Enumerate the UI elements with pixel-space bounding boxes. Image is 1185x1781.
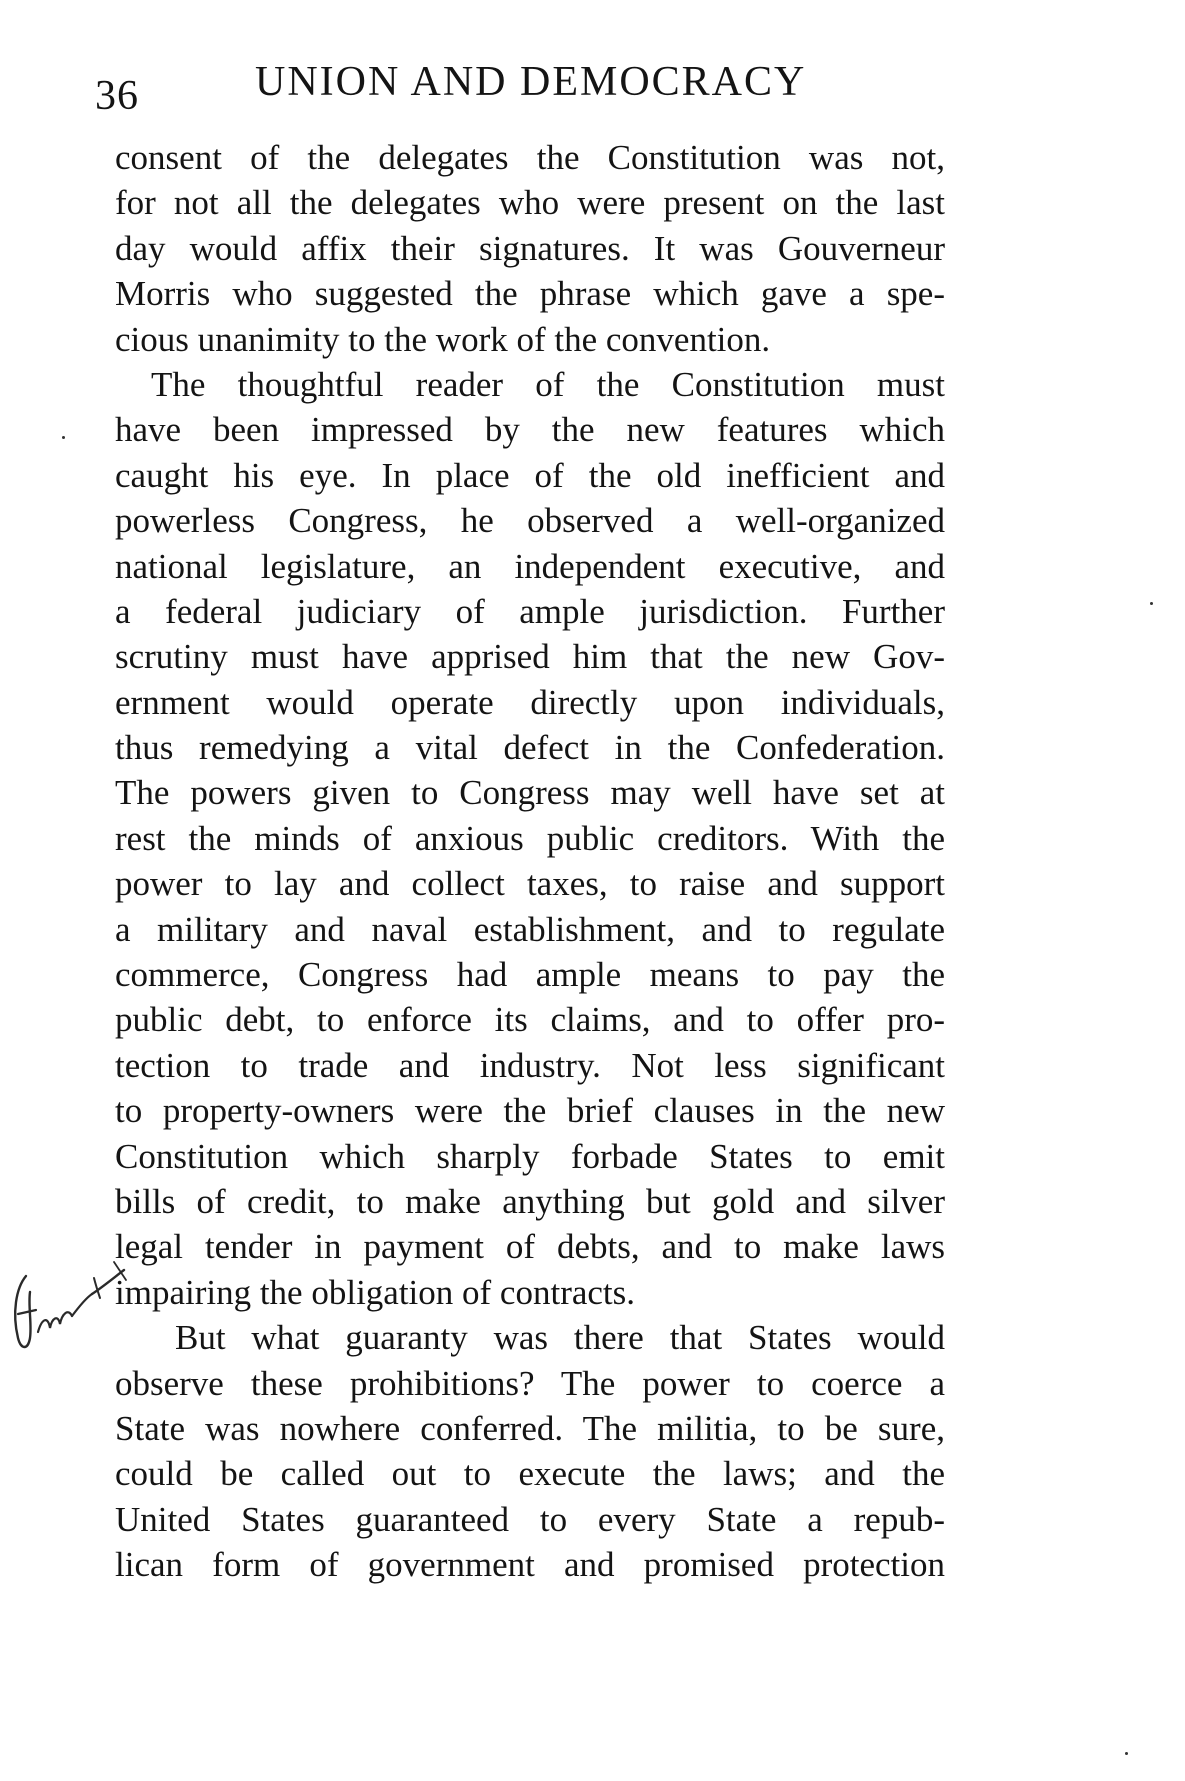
body-text — [115, 135, 945, 1588]
text-line: commerce, Congress had ample means to pay the — [115, 955, 945, 995]
running-head — [95, 58, 915, 118]
handwriting-scribble-icon — [8, 1258, 128, 1368]
text-line: to property-owners were the brief clauses in the new — [115, 1091, 945, 1131]
running-title: UNION AND DEMOCRACY — [255, 59, 807, 105]
text-line: day would affix their signatures. It was Gouverneur — [115, 228, 945, 268]
text-line: lican form of government and promised protection — [115, 1545, 945, 1585]
text-line: rest the minds of anxious public creditors. With the — [115, 818, 945, 858]
paper-speck — [1125, 1752, 1128, 1755]
text-line: The powers given to Congress may well have set at — [115, 773, 945, 813]
text-line: a federal judiciary of ample jurisdiction. Further — [115, 591, 945, 631]
text-line: for not all the delegates who were present on the last — [115, 183, 945, 223]
handwritten-margin-note — [8, 1258, 128, 1368]
paper-speck — [1150, 602, 1153, 605]
text-line: consent of the delegates the Constitution was not, — [115, 138, 945, 177]
text-line: public debt, to enforce its claims, and to offer pro- — [115, 1000, 945, 1040]
text-line: bills of credit, to make anything but gold and silver — [115, 1181, 945, 1221]
text-line: tection to trade and industry. Not less significant — [115, 1045, 945, 1085]
text-line: ernment would operate directly upon individuals, — [115, 682, 945, 722]
text-line: powerless Congress, he observed a well-organized — [115, 501, 945, 541]
text-line: But what guaranty was there that States would — [175, 1318, 945, 1358]
text-line: Morris who suggested the phrase which gave a spe- — [115, 274, 945, 314]
text-line: cious unanimity to the work of the convention. — [115, 319, 771, 359]
text-line: legal tender in payment of debts, and to make laws — [115, 1227, 945, 1267]
text-line: power to lay and collect taxes, to raise and support — [115, 864, 945, 904]
text-line: impairing the obligation of contracts. — [115, 1272, 636, 1312]
text-line: observe these prohibitions? The power to coerce a — [115, 1363, 945, 1403]
text-line: thus remedying a vital defect in the Confederation. — [115, 728, 945, 768]
text-line: caught his eye. In place of the old inefficient and — [115, 455, 945, 495]
text-line: State was nowhere conferred. The militia, to be sure, — [115, 1408, 945, 1448]
text-line: have been impressed by the new features which — [115, 410, 945, 450]
text-line: Constitution which sharply forbade States to emit — [115, 1136, 945, 1176]
text-line: national legislature, an independent executive, and — [115, 546, 945, 586]
text-line: could be called out to execute the laws; and the — [115, 1454, 945, 1494]
paper-speck — [62, 436, 65, 439]
page-number: 36 — [95, 73, 139, 119]
text-line: a military and naval establishment, and to regulate — [115, 909, 945, 949]
text-line: United States guaranteed to every State a repub- — [115, 1499, 945, 1539]
text-line: scrutiny must have apprised him that the new Gov- — [115, 637, 945, 677]
text-line: The thoughtful reader of the Constitution must — [151, 364, 945, 404]
